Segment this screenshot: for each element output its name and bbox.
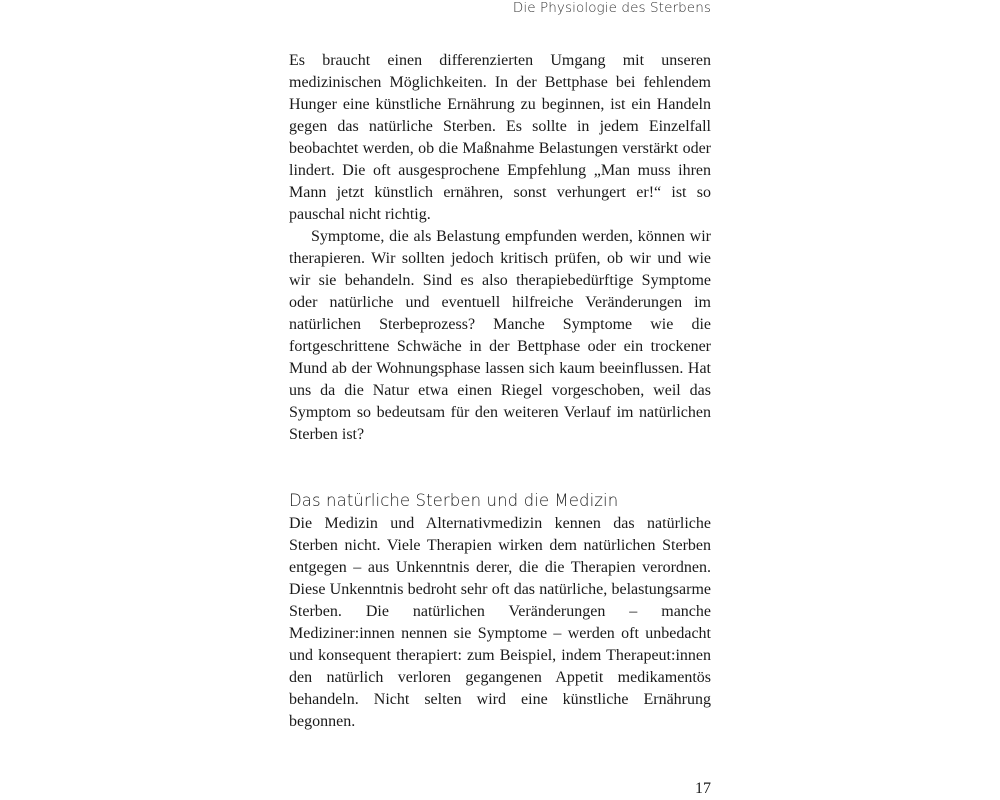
running-header: Die Physiologie des Sterbens — [512, 0, 711, 16]
paragraph-symptoms: Symptome, die als Belastung empfunden werden, können wir therapieren. Wir sollten jedoch kritisch prüfen, ob wir und wie wir sie behandeln. Sind es also therapiebedürftige Symptome oder natürliche und eventuell hilfreiche Veränderungen im natürlichen Sterbeprozess? Manche Symptome wie die fortgeschrittene Schwäche in der Bettphase oder ein trockener Mund ab der Wohnungsphase lassen sich kaum beeinflussen. Hat uns da die Natur etwa einen Riegel vorgeschoben, weil das Symptom so bedeutsam für den weiteren Verlauf im natürlichen Sterben ist? — [289, 228, 711, 443]
body-text — [289, 50, 711, 446]
paragraph-medical-options: Es braucht einen differenzierten Umgang mit unseren medizinischen Möglichkeiten. In der Bettphase bei fehlendem Hunger eine künstliche Ernährung zu beginnen, ist ein Handeln gegen das natürliche Sterben. Es sollte in jedem Einzelfall beobachtet werden, ob die Maßnahme Belastungen verstärkt oder lindert. Die oft ausgesprochene Empfehlung „Man muss ihren Mann jetzt künstlich ernähren, sonst verhungert er!“ ist so pauschal nicht richtig. — [289, 52, 711, 223]
paragraph-medicine: Die Medizin und Alternativmedizin kennen das natürliche Sterben nicht. Viele Therapien wirken dem natürlichen Sterben entgegen – aus Unkenntnis derer, die die Therapien verordnen. Diese Unkenntnis bedroht sehr oft das natürliche, belastungsarme Sterben. Die natürlichen Veränderungen – manche Mediziner:innen nennen sie Symptome – werden oft unbedacht und konsequent therapiert: zum Beispiel, indem Therapeut:innen den natürlich verloren gegangenen Appetit medikamentös behandeln. Nicht selten wird eine künstliche Ernährung begonnen. — [289, 515, 711, 730]
page-number: 17 — [695, 780, 711, 797]
section-natural-dying-medicine — [289, 489, 711, 733]
section-heading: Das natürliche Sterben und die Medizin — [289, 491, 619, 510]
